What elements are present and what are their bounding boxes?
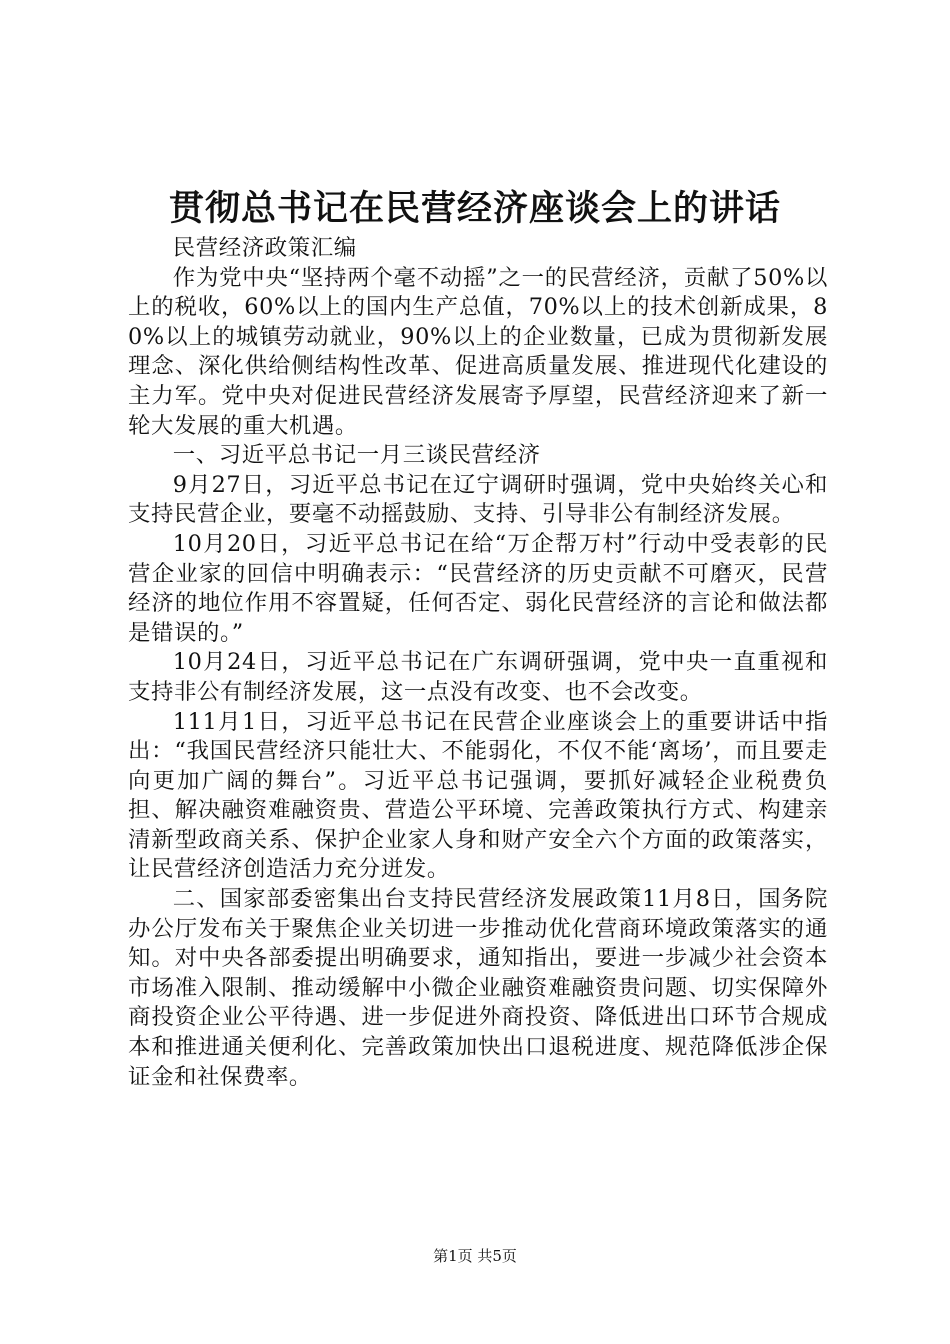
paragraph-nov-1: 111月1日，习近平总书记在民营企业座谈会上的重要讲话中指出：“我国民营经济只能壮大、不能弱化，不仅不能‘离场’，而且要走向更加广阔的舞台”。习近平总书记强调，要抓好减轻企业税费负担、解决融资难融资贵、营造公平环境、完善政策执行方式、构建亲清新型政商关系、保护企业家人身和财产安全六个方面的政策落实，让民营经济创造活力充分迸发。 [128, 708, 828, 883]
page-number: 第1页 共5页 [433, 1247, 517, 1265]
section-heading-1: 一、习近平总书记一月三谈民营经济 [172, 442, 541, 469]
paragraph-oct-20: 10月20日，习近平总书记在给“万企帮万村”行动中受表彰的民营企业家的回信中明确表示：“民营经济的历史贡献不可磨灭，民营经济的地位作用不容置疑，任何否定、弱化民营经济的言论和做法都是错误的。” [128, 530, 828, 646]
paragraph-oct-24: 10月24日，习近平总书记在广东调研强调，党中央一直重视和支持非公有制经济发展，这一点没有改变、也不会改变。 [128, 649, 828, 705]
paragraph-intro: 作为党中央“坚持两个毫不动摇”之一的民营经济，贡献了50%以上的税收，60%以上的国内生产总值，70%以上的技术创新成果，80%以上的城镇劳动就业，90%以上的企业数量，已成为贯彻新发展理念、深化供给侧结构性改革、促进高质量发展、推进现代化建设的主力军。党中央对促进民营经济发展寄予厚望，民营经济迎来了新一轮大发展的重大机遇。 [128, 264, 828, 439]
document-body [128, 234, 828, 1092]
paragraph-subtitle: 民营经济政策汇编 [172, 235, 357, 261]
paragraph-sep-27: 9月27日，习近平总书记在辽宁调研时强调，党中央始终关心和支持民营企业，要毫不动摇鼓励、支持、引导非公有制经济发展。 [128, 471, 828, 528]
section-heading-2-paragraph: 二、国家部委密集出台支持民营经济发展政策11月8日，国务院办公厅发布关于聚焦企业关切进一步推动优化营商环境政策落实的通知。对中央各部委提出明确要求，通知指出，要进一步减少社会资本市场准入限制、推动缓解中小微企业融资难融资贵问题、切实保障外商投资企业公平待遇、进一步促进外商投资、降低进出口环节合规成本和推进通关便利化、完善政策加快出口退税进度、规范降低涉企保证金和社保费率。 [128, 886, 828, 1090]
document-title: 贯彻总书记在民营经济座谈会上的讲话 [168, 188, 781, 229]
